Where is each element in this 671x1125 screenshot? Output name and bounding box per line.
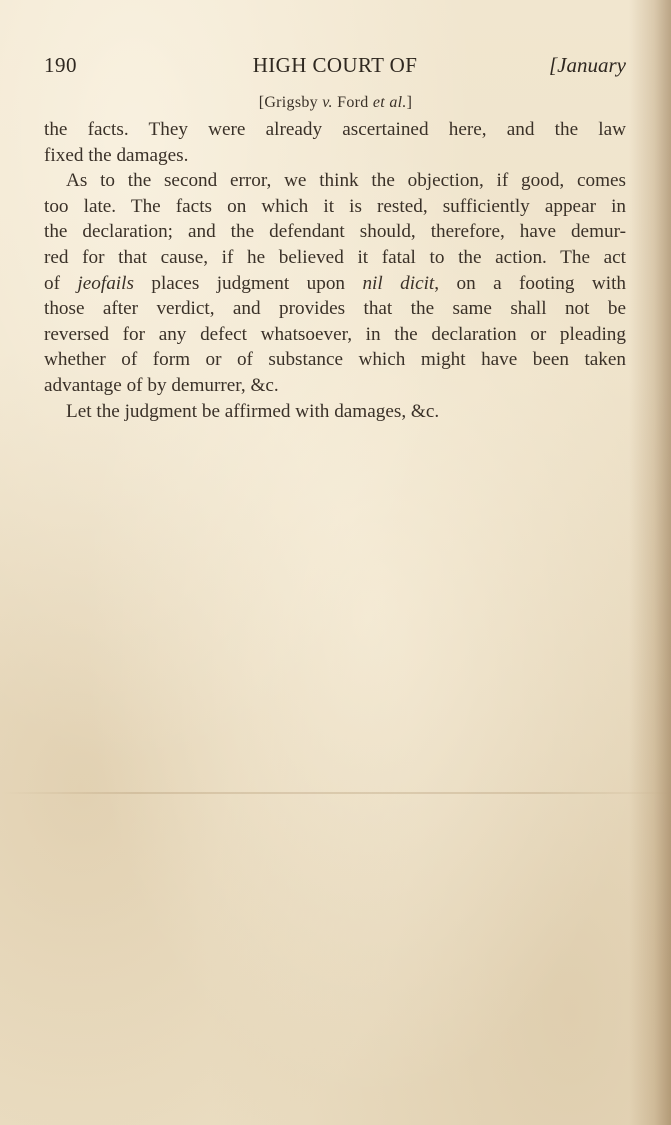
text-line: fixed the damages. bbox=[44, 144, 189, 166]
page-number: 190 bbox=[44, 53, 77, 77]
text-segment: of bbox=[44, 272, 78, 294]
text-segment: places judgment upon bbox=[133, 272, 363, 294]
term-label: [January bbox=[549, 53, 626, 77]
page-fold-line bbox=[0, 792, 671, 794]
term-nil-dicit: nil dicit bbox=[362, 272, 435, 294]
text-line: the facts. They were already ascertained here, and the law bbox=[44, 119, 626, 140]
caption-open-bracket: [ bbox=[258, 94, 265, 111]
caption-defendant: Ford bbox=[337, 94, 369, 111]
text-line bbox=[44, 271, 626, 297]
caption-versus: v. bbox=[322, 94, 333, 111]
case-caption bbox=[0, 91, 671, 115]
caption-close-bracket: ] bbox=[406, 94, 413, 111]
text-segment: , on a footing with bbox=[434, 272, 627, 294]
running-head bbox=[44, 50, 626, 80]
text-line: Let the judgment be affirmed with damages, &c. bbox=[66, 400, 440, 422]
caption-et-al: et al. bbox=[372, 94, 407, 111]
text-line: those after verdict, and provides that the same shall not be bbox=[44, 298, 626, 320]
caption-plaintiff: Grigsby bbox=[264, 94, 318, 111]
text-line: whether of form or of substance which might have been taken bbox=[44, 349, 626, 371]
text-line: reversed for any defect whatsoever, in the declaration or pleading bbox=[44, 323, 626, 345]
court-title: HIGH COURT OF bbox=[252, 53, 418, 77]
term-jeofails: jeofails bbox=[77, 272, 134, 294]
page-edge-shadow bbox=[629, 0, 671, 1125]
text-line: red for that cause, if he believed it fatal to the action. The act bbox=[44, 246, 626, 268]
text-line: the declaration; and the defendant should, therefore, have demur- bbox=[44, 221, 626, 243]
text-line: As to the second error, we think the objection, if good, comes bbox=[66, 170, 626, 192]
opinion-body bbox=[44, 117, 626, 424]
text-line: advantage of by demurrer, &c. bbox=[44, 374, 279, 396]
text-line: too late. The facts on which it is rested, sufficiently appear in bbox=[44, 195, 626, 217]
